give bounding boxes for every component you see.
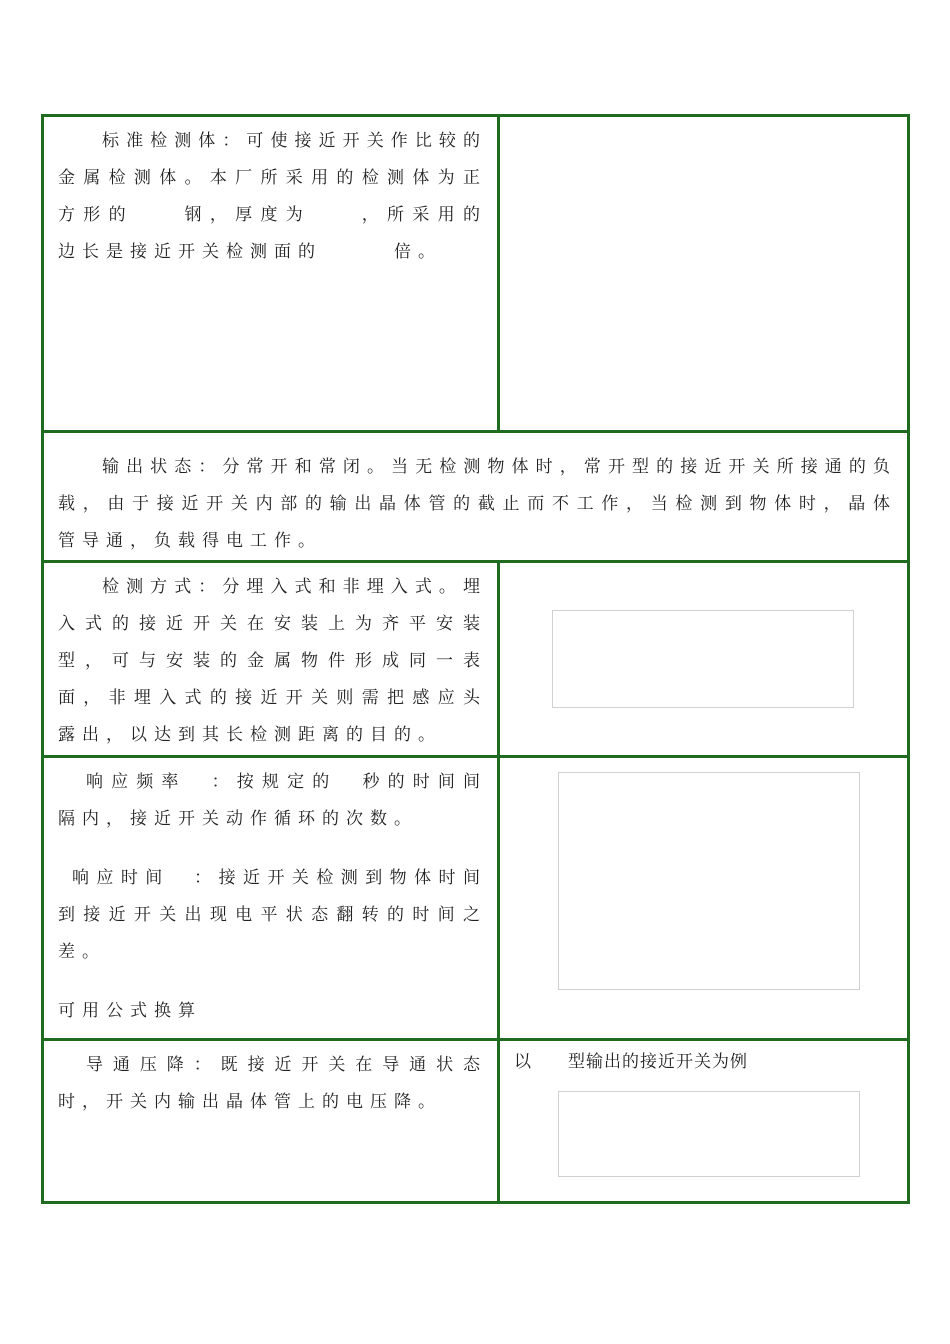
row-voltage-drop [43, 1040, 909, 1203]
voltage-drop-diagram-image [558, 1091, 860, 1177]
response-diagram-image [558, 772, 860, 990]
voltage-drop-text-cell [43, 1040, 499, 1203]
voltage-drop-text: 导通压降：既接近开关在导通状态时，开关内输出晶体管上的电压降。 [58, 1055, 487, 1112]
response-text-cell [43, 757, 499, 1040]
response-figure-cell [499, 757, 909, 1040]
detection-method-figure-cell [499, 562, 909, 757]
row-output-state [43, 432, 909, 562]
formula-note-text: 可用公式换算 [58, 1001, 202, 1021]
response-frequency-text: 响应频率 ：按规定的 秒的时间间隔内，接近开关动作循环的次数。 [58, 772, 487, 829]
row-detection-method [43, 562, 909, 757]
output-state-text: 输出状态：分常开和常闭。当无检测物体时，常开型的接近开关所接通的负载，由于接近开关内部的输出晶体管的截止而不工作，当检测到物体时，晶体管导通，负载得电工作。 [58, 457, 897, 551]
standard-object-text: 标准检测体：可使接近开关作比较的金属检测体。本厂所采用的检测体为正方形的 钢，厚度为 ，所采用的边长是接近开关检测面的 倍。 [58, 131, 487, 262]
detection-method-text: 检测方式：分埋入式和非埋入式。埋入式的接近开关在安装上为齐平安装型，可与安装的金属物件形成同一表面，非埋入式的接近开关则需把感应头露出，以达到其长检测距离的目的。 [58, 577, 487, 745]
detection-method-text-cell [43, 562, 499, 757]
voltage-drop-figure-cell [499, 1040, 909, 1203]
spec-table [41, 114, 910, 1204]
standard-object-figure-cell [499, 116, 909, 432]
output-state-cell [43, 432, 909, 562]
standard-object-text-cell [43, 116, 499, 432]
row-standard-object [43, 116, 909, 432]
mounting-diagram-image [552, 610, 854, 708]
response-time-text: 响应时间 ：接近开关检测到物体时间到接近开关出现电平状态翻转的时间之差。 [58, 868, 487, 962]
example-label: 以 型输出的接近开关为例 [514, 1052, 748, 1072]
row-response [43, 757, 909, 1040]
